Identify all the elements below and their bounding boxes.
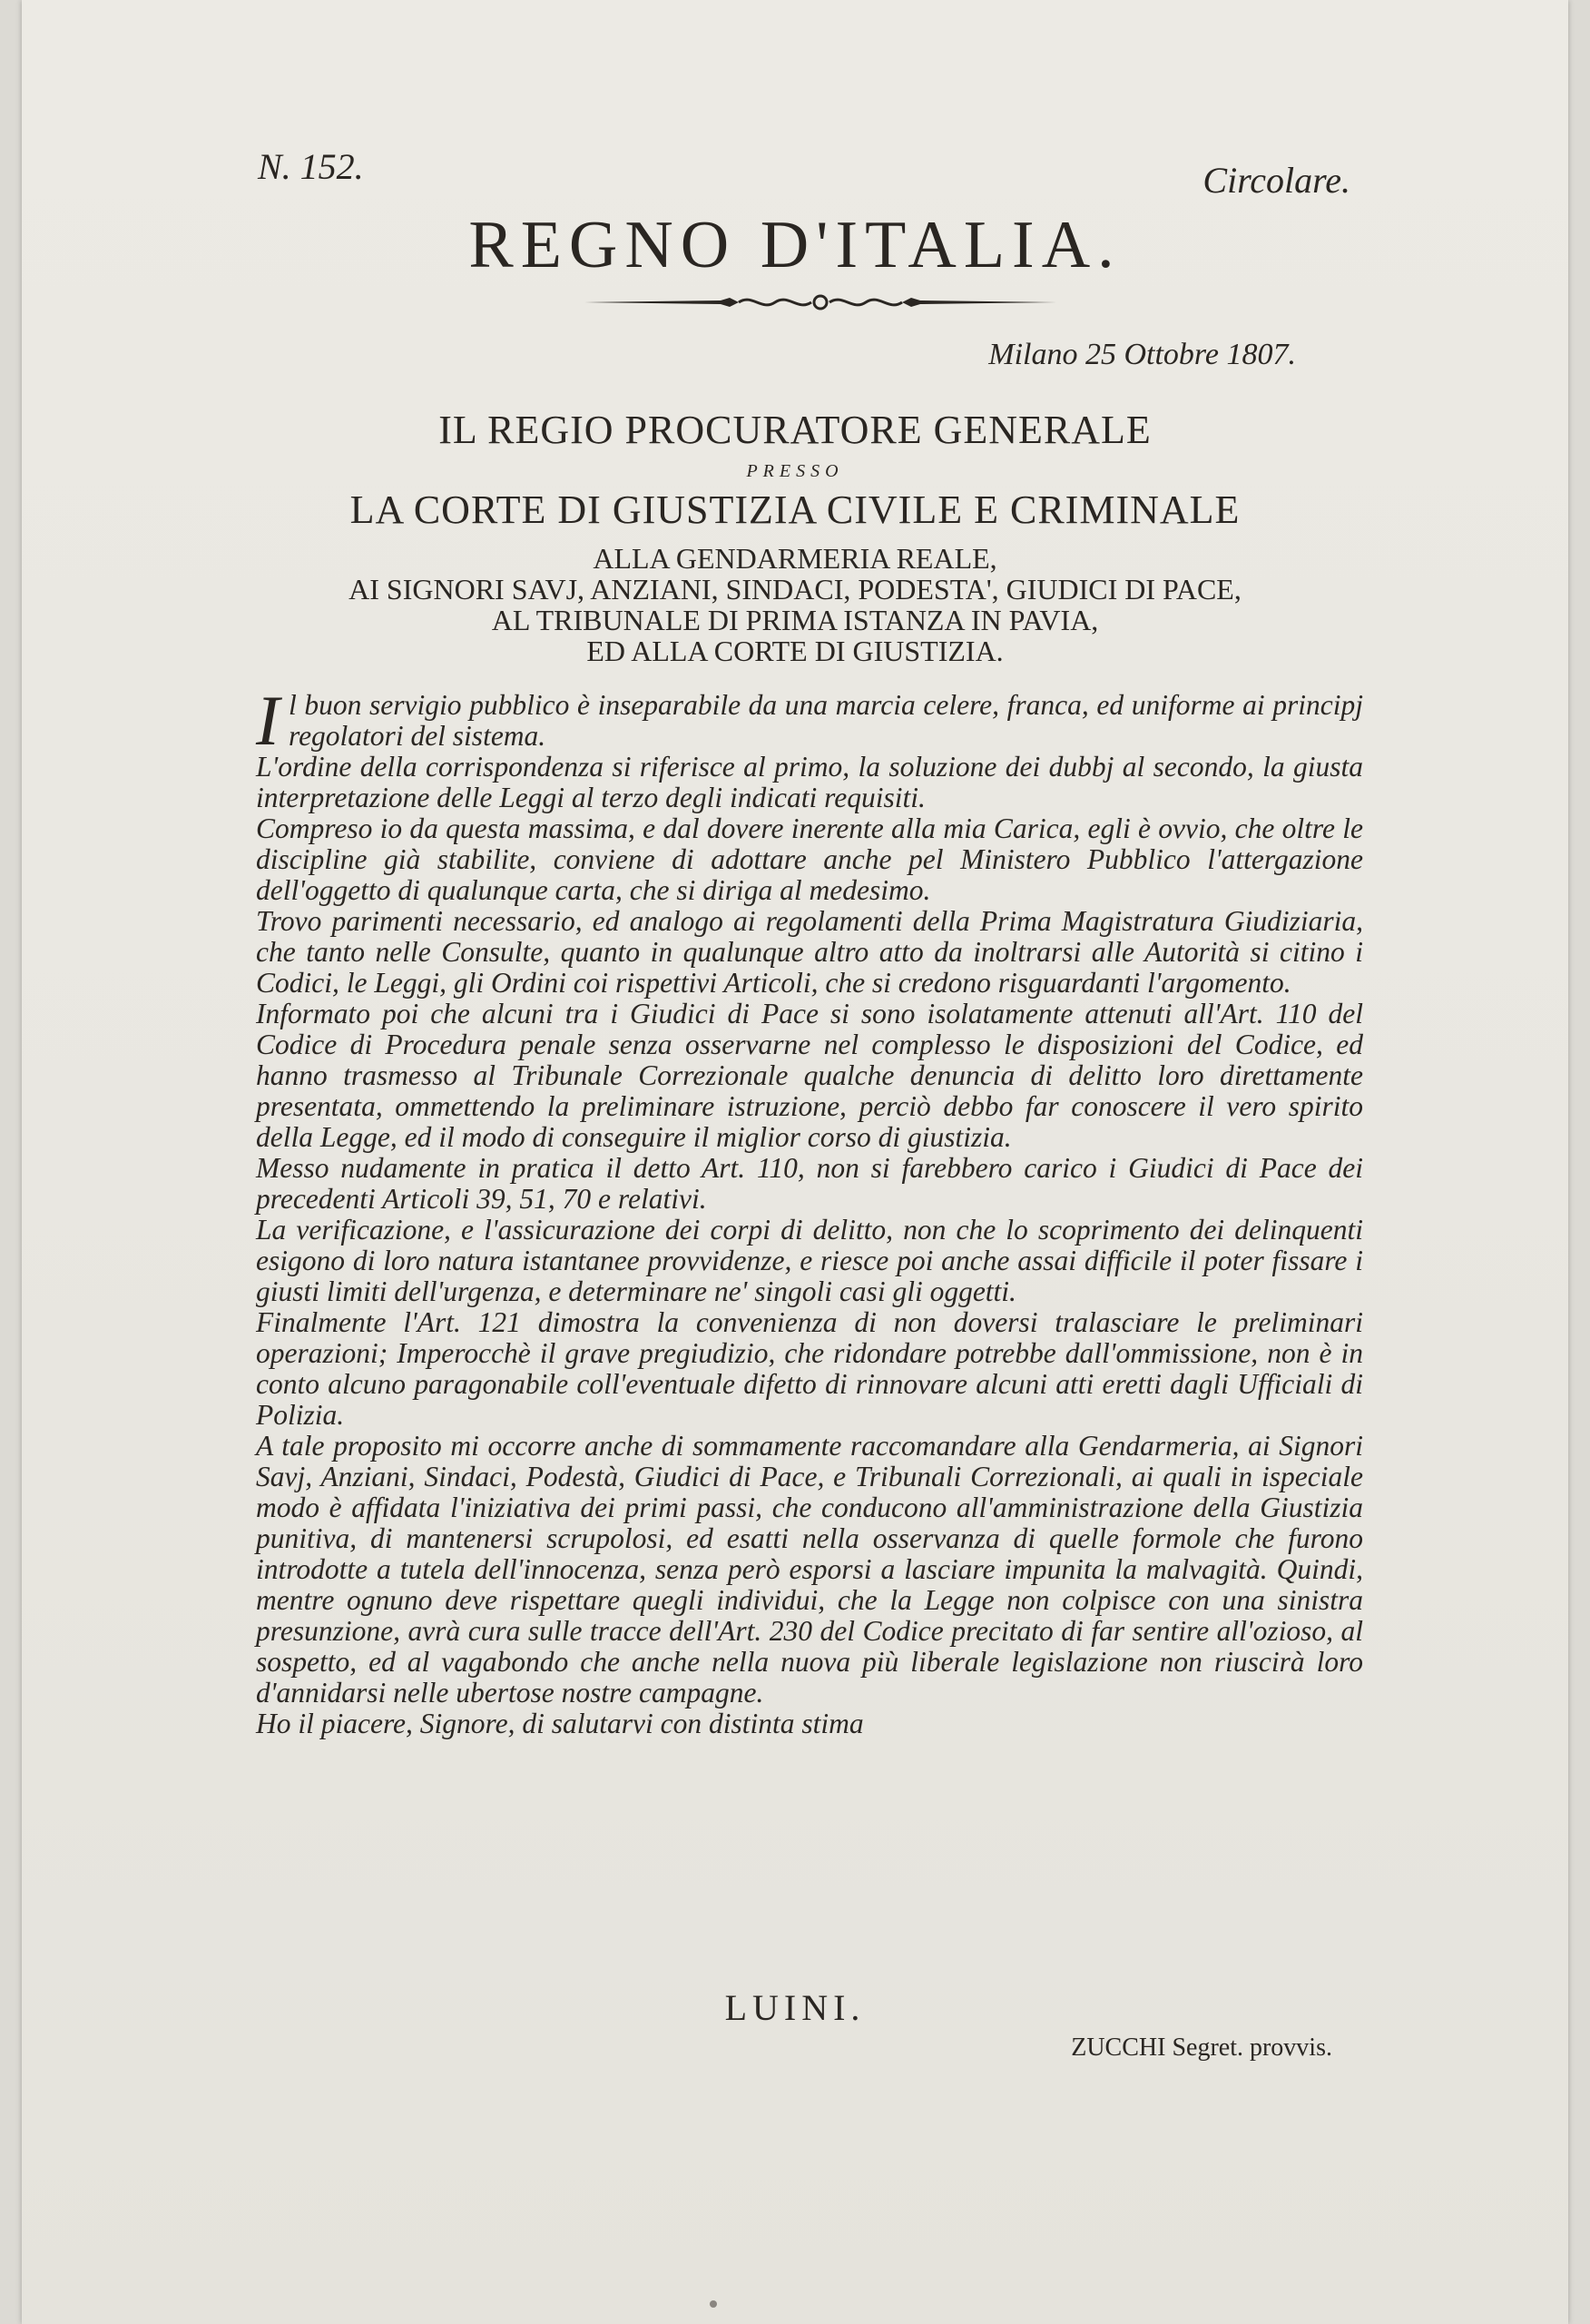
closing-salutation: Ho il piacere, Signore, di salutarvi con distinta stima — [256, 1708, 864, 1739]
body-paragraph: Informato poi che alcuni tra i Giudici di Pace si sono isolatamente attenuti all'Art. 110 del Codice di Procedura penale senza osservarne nel complesso le disposizioni del Codice, ed hanno trasmesso al Tribunale Correzionale qualche denuncia di delitto loro direttamente presentata, ommettendo la preliminare istruzione, perciò debbo far conoscere il vero spirito della Legge, ed il modo di conseguire il miglior corso di giustizia. — [256, 998, 1363, 1153]
addressee-line: AI SIGNORI SAVJ, ANZIANI, SINDACI, PODESTA', GIUDICI DI PACE, — [348, 573, 1242, 606]
body-paragraph: Trovo parimenti necessario, ed analogo ai regolamenti della Prima Magistratura Giudiziaria, che tanto nelle Consulte, quanto in qualunque altro atto da inoltrarsi alle Autorità si citino i Codici, le Leggi, gli Ordini coi rispettivi Articoli, che si credono risguardanti l'argomento. — [256, 905, 1363, 999]
place-date: Milano 25 Ottobre 1807. — [988, 338, 1296, 371]
circular-body — [256, 681, 1363, 1739]
secretary-signature: ZUCCHI Segret. provvis. — [1071, 2034, 1332, 2062]
addressee-line: ALLA GENDARMERIA REALE, — [593, 542, 997, 575]
body-paragraph: La verificazione, e l'assicurazione dei corpi di delitto, non che lo scoprimento dei delinquenti esigono di loro natura istantanee provvidenze, e riesce poi anche assai difficile il poter fissare i giusti limiti dell'urgenza, e determinare ne' singoli casi gli oggetti. — [256, 1214, 1363, 1307]
document-sheet — [22, 0, 1568, 2324]
presso-label: PRESSO — [746, 461, 844, 481]
issuer-title: IL REGIO PROCURATORE GENERALE — [438, 408, 1152, 452]
addressee-line: AL TRIBUNALE DI PRIMA ISTANZA IN PAVIA, — [491, 604, 1099, 636]
signature: LUINI. — [724, 1987, 866, 2028]
body-paragraph — [256, 681, 1363, 760]
body-paragraph: Finalmente l'Art. 121 dimostra la convenienza di non doversi tralasciare le preliminari operazioni; Imperocchè il grave pregiudizio, che ridondare potrebbe dall'ommissione, non è in conto alcuno paragonabile coll'eventuale difetto di rinnovare alcuni atti eretti dagli Ufficiali di Polizia. — [256, 1306, 1363, 1431]
court-name: LA CORTE DI GIUSTIZIA CIVILE E CRIMINALE — [349, 487, 1241, 532]
ornament-divider — [584, 289, 1056, 316]
document-type: Circolare. — [1202, 160, 1350, 201]
addressee-line: ED ALLA CORTE DI GIUSTIZIA. — [586, 635, 1004, 667]
circular-number: N. 152. — [258, 146, 364, 187]
paragraph-text: l buon servigio pubblico è inseparabile da una marcia celere, franca, ed uniforme ai principj regolatori del sistema. — [288, 689, 1363, 752]
body-paragraph: Compreso io da questa massima, e dal dovere inerente alla mia Carica, egli è ovvio, che oltre le discipline già stabilite, conviene di adottare anche pel Ministero Pubblico l'attergazione dell'oggetto di qualunque carta, che si diriga al medesimo. — [256, 812, 1363, 906]
paper-mark — [710, 2300, 717, 2308]
body-paragraph: A tale proposito mi occorre anche di sommamente raccomandare alla Gendarmeria, ai Signori Savj, Anziani, Sindaci, Podestà, Giudici di Pace, e Tribunali Correzionali, ai quali in ispeciale modo è affidata l'iniziativa dei primi passi, che conducono all'amministrazione della Giustizia punitiva, di mantenersi scrupolosi, ed esatti nella osservanza di quelle formole che furono introdotte a tutela dell'innocenza, senza però esporsi a lasciare impunita la malvagità. Quindi, mentre ognuno deve rispettare quegli individui, che la Legge non colpisce con una sinistra presunzione, avrà cura sulle tracce dell'Art. 230 del Codice precitato di far sentire all'ozioso, al sospetto, ed al vagabondo che anche nella nuova più liberale legislazione non riuscirà loro d'annidarsi nelle ubertose nostre campagne. — [256, 1430, 1363, 1709]
body-paragraph: Messo nudamente in pratica il detto Art. 110, non si farebbero carico i Giudici di Pace dei precedenti Articoli 39, 51, 70 e relativi. — [256, 1152, 1363, 1215]
body-paragraph: L'ordine della corrispondenza si riferisce al primo, la soluzione dei dubbj al secondo, la giusta interpretazione delle Leggi al terzo degli indicati requisiti. — [256, 751, 1363, 813]
drop-cap: I — [256, 681, 280, 760]
kingdom-heading: REGNO D'ITALIA. — [468, 208, 1122, 282]
